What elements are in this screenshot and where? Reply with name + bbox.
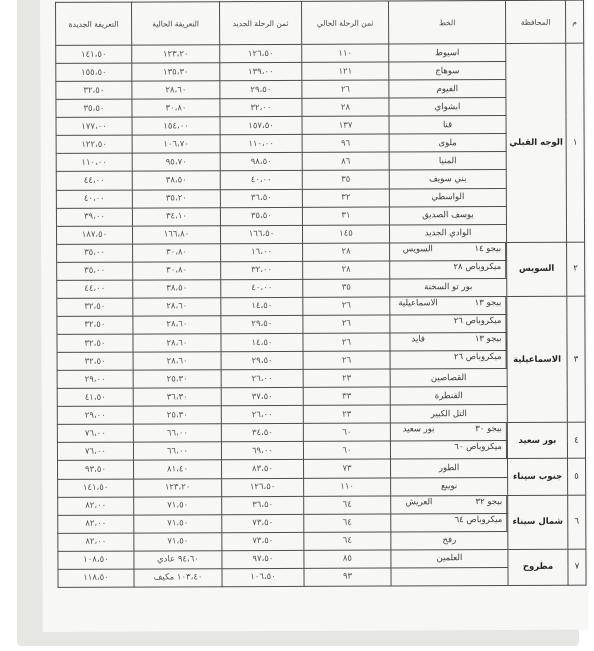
line-name: فايد bbox=[411, 334, 425, 345]
vehicle-type: ميكروباص ٦٤ bbox=[447, 514, 508, 531]
group-index: ٢ bbox=[567, 242, 585, 296]
group-index: ٤ bbox=[567, 422, 585, 458]
new-tariff: ٣٢،٥٠ bbox=[57, 334, 133, 352]
new-tariff: ٣٢،٥٠ bbox=[57, 298, 133, 316]
current-trip-price: ١١٠ bbox=[304, 477, 391, 495]
table-row bbox=[58, 477, 586, 497]
current-trip-price: ٢٦ bbox=[303, 315, 390, 333]
new-trip-price: ٢٩،٥٠ bbox=[221, 351, 303, 369]
current-tariff: ٢٨،٦٠ bbox=[133, 298, 221, 316]
vehicle-type: ميكروباص ٢٦ bbox=[446, 351, 507, 368]
table-row bbox=[57, 350, 585, 370]
new-tariff: ٣٢،٥٠ bbox=[57, 316, 133, 334]
table-row bbox=[56, 79, 584, 99]
new-tariff: ٢٩،٠٠ bbox=[57, 370, 133, 388]
table-row bbox=[58, 513, 586, 533]
current-tariff: ٦٦،٠٠ bbox=[133, 424, 221, 442]
new-trip-price: ٤٠،٠٠ bbox=[221, 279, 303, 297]
new-tariff: ٨٢،٠٠ bbox=[58, 533, 134, 551]
header-new-trip-price: ثمن الرحلة الجديد bbox=[220, 1, 302, 44]
line-name: السويس bbox=[402, 243, 433, 255]
line-name-continued bbox=[391, 442, 447, 459]
line-cell: رفح bbox=[391, 531, 508, 550]
new-tariff: ٤١،٥٠ bbox=[57, 388, 133, 406]
current-trip-price: ٣٥ bbox=[303, 279, 390, 297]
line-name-continued bbox=[391, 514, 447, 531]
current-trip-price: ٩٣ bbox=[304, 568, 391, 587]
new-trip-price: ٦٩،٠٠ bbox=[221, 442, 303, 460]
table-row bbox=[57, 404, 585, 424]
line-name-continued bbox=[390, 315, 446, 332]
fare-table bbox=[55, 0, 587, 588]
vehicle-type: بيجو ١٣ bbox=[446, 297, 507, 314]
table-row bbox=[56, 170, 584, 190]
current-tariff: ٢٨،٦٠ bbox=[133, 334, 221, 352]
new-tariff: ١٠٨،٥٠ bbox=[58, 551, 134, 569]
line-cell: القصاصين bbox=[390, 369, 507, 388]
current-tariff: ٣٨،٥٠ bbox=[133, 280, 221, 298]
vehicle-type: بيجو ٣٢ bbox=[447, 496, 508, 513]
new-trip-price: ٧٣،٥٠ bbox=[222, 514, 304, 532]
new-tariff: ١٨٧،٥٠ bbox=[56, 226, 132, 244]
table-row bbox=[56, 61, 584, 81]
new-tariff: ٣٥،٠٠ bbox=[57, 244, 133, 262]
current-tariff: ١٢٣،٢٠ bbox=[132, 45, 220, 63]
new-trip-price: ٣٢،٠٠ bbox=[221, 261, 303, 279]
current-tariff: ٢٨،٦٠ bbox=[132, 81, 220, 99]
current-tariff: ٢٥،٣٠ bbox=[133, 406, 221, 424]
table-row bbox=[56, 224, 584, 244]
table-row bbox=[57, 368, 585, 388]
governorate-cell: مطروح bbox=[508, 549, 568, 586]
current-trip-price: ٨٥ bbox=[304, 550, 391, 568]
table-row bbox=[58, 567, 586, 587]
current-tariff: ٣٠،٨٠ bbox=[133, 261, 221, 279]
line-cell: يوسف الصديق bbox=[389, 206, 506, 225]
line-cell bbox=[390, 296, 507, 315]
new-trip-price: ١٦،٠٠ bbox=[221, 243, 303, 261]
new-tariff: ١٤١،٥٠ bbox=[58, 479, 134, 497]
current-trip-price: ٢٨ bbox=[303, 261, 390, 279]
current-trip-price: ٦٠ bbox=[303, 423, 390, 441]
new-tariff: ٧٦،٠٠ bbox=[57, 424, 133, 442]
current-trip-price: ١١٠ bbox=[302, 44, 389, 62]
new-tariff: ٩٣،٥٠ bbox=[58, 461, 134, 479]
current-tariff: ٧١،٥٠ bbox=[134, 532, 222, 550]
new-tariff: ٤٤،٠٠ bbox=[56, 172, 132, 190]
new-trip-price: ١٣٩،٠٠ bbox=[220, 62, 302, 80]
current-tariff: ٢٨،٦٠ bbox=[133, 352, 221, 370]
governorate-cell: الاسماعيلية bbox=[507, 296, 568, 423]
new-tariff: ١٧٧،٠٠ bbox=[56, 117, 132, 135]
table-row bbox=[56, 115, 584, 135]
current-tariff: ١٦٦،٨٠ bbox=[132, 225, 220, 243]
line-cell bbox=[390, 351, 507, 370]
table-row bbox=[58, 531, 586, 551]
current-trip-price: ٢٦ bbox=[303, 333, 390, 351]
current-tariff: ١٢٣،٢٠ bbox=[134, 478, 222, 496]
new-trip-price: ٣٦،٥٠ bbox=[220, 189, 302, 207]
new-tariff: ٣٢،٥٠ bbox=[57, 352, 133, 370]
line-cell: ابشواي bbox=[389, 98, 506, 117]
table-row bbox=[56, 152, 584, 172]
line-name-continued bbox=[391, 351, 447, 368]
line-cell: المنيا bbox=[389, 152, 506, 171]
line-cell bbox=[390, 242, 507, 261]
current-trip-price: ١٤٥ bbox=[302, 225, 389, 243]
new-trip-price: ١٢٦،٥٠ bbox=[222, 478, 304, 496]
current-tariff: ١٣٥،٣٠ bbox=[132, 63, 220, 81]
current-tariff: ٧١،٥٠ bbox=[134, 496, 222, 514]
new-tariff: ٤٠،٠٠ bbox=[56, 190, 132, 208]
table-row bbox=[58, 459, 586, 479]
current-tariff: ١٠٦،٧٠ bbox=[132, 135, 220, 153]
new-tariff: ٣٢،٥٠ bbox=[56, 81, 132, 99]
current-trip-price: ١٣٧ bbox=[302, 116, 389, 134]
group-index: ٧ bbox=[568, 549, 586, 585]
current-trip-price: ٢٨ bbox=[303, 243, 390, 261]
vehicle-type: بيجو ١٣ bbox=[446, 333, 507, 350]
document-page bbox=[40, 0, 589, 632]
new-trip-price: ١٥٧،٥٠ bbox=[220, 117, 302, 135]
table-row bbox=[57, 296, 585, 316]
new-tariff: ١١٨،٥٠ bbox=[58, 569, 134, 588]
new-trip-price: ٩٨،٥٠ bbox=[220, 153, 302, 171]
new-trip-price: ١٦٦،٥٠ bbox=[220, 225, 302, 243]
new-trip-price: ٣٧،٥٠ bbox=[221, 388, 303, 406]
table-row bbox=[57, 422, 585, 442]
current-trip-price: ٢٨ bbox=[302, 98, 389, 116]
table-row bbox=[56, 133, 584, 153]
line-cell bbox=[390, 441, 507, 460]
current-trip-price: ٣١ bbox=[302, 207, 389, 225]
current-trip-price: ٣٣ bbox=[303, 387, 390, 405]
table-row bbox=[57, 314, 585, 334]
current-tariff: ١٠٣،٤٠ مكيف bbox=[134, 569, 222, 588]
current-tariff: ٣٤،١٠ bbox=[132, 207, 220, 225]
new-trip-price: ٢٦،٠٠ bbox=[221, 406, 303, 424]
current-trip-price: ٨٦ bbox=[302, 152, 389, 170]
header-governorate: المحافظة bbox=[506, 0, 566, 43]
line-cell bbox=[391, 567, 508, 586]
new-trip-price: ٤٠،٠٠ bbox=[220, 171, 302, 189]
line-cell: الواسطي bbox=[389, 188, 506, 207]
group-index: ٦ bbox=[568, 495, 586, 549]
vehicle-type: بيجو ٣٠ bbox=[446, 423, 507, 440]
current-tariff: ٦٦،٠٠ bbox=[133, 442, 221, 460]
new-tariff: ٣٩،٠٠ bbox=[56, 208, 132, 226]
table-row bbox=[57, 386, 585, 406]
line-cell bbox=[391, 495, 508, 514]
line-cell: ملوى bbox=[389, 134, 506, 153]
current-trip-price: ٢٦ bbox=[302, 80, 389, 98]
table-row bbox=[58, 549, 586, 569]
current-trip-price: ٦٠ bbox=[303, 441, 390, 459]
header-line: الخط bbox=[389, 0, 506, 44]
new-tariff: ١٤١،٥٠ bbox=[56, 45, 132, 63]
current-trip-price: ٣٥ bbox=[302, 170, 389, 188]
vehicle-type: ميكروباص ٦٠ bbox=[446, 441, 507, 458]
new-tariff: ٧٦،٠٠ bbox=[57, 442, 133, 460]
vehicle-type: ميكروباص ٢٨ bbox=[446, 261, 507, 278]
vehicle-type: بيجو ١٤ bbox=[446, 243, 507, 260]
line-cell: سوهاج bbox=[389, 62, 506, 81]
new-trip-price: ٢٩،٥٠ bbox=[220, 80, 302, 98]
current-tariff: ٧١،٥٠ bbox=[134, 514, 222, 532]
current-tariff: ٢٥،٣٠ bbox=[133, 370, 221, 388]
new-tariff: ٤٤،٠٠ bbox=[57, 280, 133, 298]
new-trip-price: ١١٠،٠٠ bbox=[220, 135, 302, 153]
table-row bbox=[56, 206, 584, 226]
current-trip-price: ٧٣ bbox=[304, 459, 391, 477]
group-index: ٥ bbox=[568, 459, 586, 495]
new-tariff: ١١٠،٠٠ bbox=[56, 153, 132, 171]
vehicle-type: ميكروباص ٢٦ bbox=[446, 315, 507, 332]
table-row bbox=[56, 97, 584, 117]
current-tariff: ٩٥،٧٠ bbox=[132, 153, 220, 171]
table-row bbox=[57, 242, 585, 262]
header-current-trip-price: ثمن الرحلة الحالي bbox=[302, 1, 389, 44]
current-trip-price: ١٢١ bbox=[302, 62, 389, 80]
line-name: بور سعيد bbox=[402, 424, 435, 435]
table-row bbox=[57, 260, 585, 280]
line-cell: القنطرة bbox=[390, 387, 507, 406]
new-trip-price: ٢٩،٥٠ bbox=[221, 315, 303, 333]
table-row bbox=[57, 440, 585, 460]
line-cell: الوادي الجديد bbox=[389, 224, 506, 243]
current-trip-price: ٢٦ bbox=[303, 297, 390, 315]
new-trip-price: ٨٣،٥٠ bbox=[222, 460, 304, 478]
current-trip-price: ٦٤ bbox=[304, 532, 391, 550]
current-tariff: ٨١،٤٠ bbox=[134, 460, 222, 478]
governorate-cell: بور سعيد bbox=[507, 423, 567, 459]
current-tariff: ٣٠،٨٠ bbox=[132, 99, 220, 117]
new-tariff: ٣٥،٠٠ bbox=[57, 262, 133, 280]
line-cell: التل الكبير bbox=[390, 405, 507, 424]
header-row bbox=[56, 0, 584, 45]
header-current-tariff: التعريفة الحالية bbox=[132, 2, 220, 45]
new-tariff: ٨٢،٠٠ bbox=[58, 497, 134, 515]
table-row bbox=[57, 278, 585, 298]
new-trip-price: ٧٣،٥٠ bbox=[222, 532, 304, 550]
line-cell: الطور bbox=[391, 459, 508, 478]
new-tariff: ١٢٢،٥٠ bbox=[56, 135, 132, 153]
current-trip-price: ٩٦ bbox=[302, 134, 389, 152]
line-cell bbox=[390, 332, 507, 351]
current-tariff: ٣٠،٨٠ bbox=[133, 243, 221, 261]
current-trip-price: ٣٢ bbox=[302, 188, 389, 206]
governorate-cell: الوجه القبلي bbox=[506, 43, 567, 242]
table-row bbox=[56, 188, 584, 208]
line-cell: قنا bbox=[389, 116, 506, 135]
current-trip-price: ٢٦ bbox=[303, 351, 390, 369]
governorate-cell: جنوب سيناء bbox=[508, 459, 568, 495]
governorate-cell: السويس bbox=[507, 242, 567, 296]
line-name: الاسماعيلية bbox=[398, 298, 438, 309]
new-trip-price: ١٢٦،٥٠ bbox=[220, 44, 302, 62]
current-trip-price: ٢٣ bbox=[303, 405, 390, 423]
new-tariff: ٢٩،٠٠ bbox=[57, 406, 133, 424]
new-trip-price: ٣٤،٥٠ bbox=[221, 424, 303, 442]
line-cell: نويبع bbox=[391, 477, 508, 496]
new-trip-price: ٣٢،٠٠ bbox=[220, 99, 302, 117]
line-cell bbox=[390, 260, 507, 279]
line-cell bbox=[390, 314, 507, 333]
line-cell: بور تو السخنة bbox=[390, 278, 507, 297]
current-tariff: ٩٤،٦٠ عادي bbox=[134, 550, 222, 568]
group-index: ١ bbox=[566, 43, 585, 242]
new-tariff: ١٥٥،٥٠ bbox=[56, 63, 132, 81]
new-trip-price: ٣٦،٥٠ bbox=[222, 496, 304, 514]
current-trip-price: ٦٤ bbox=[304, 514, 391, 532]
line-cell: الفيوم bbox=[389, 80, 506, 99]
current-trip-price: ٦٤ bbox=[304, 496, 391, 514]
new-trip-price: ١٤،٥٠ bbox=[221, 333, 303, 351]
new-tariff: ٣٥،٥٠ bbox=[56, 99, 132, 117]
line-cell: بني سويف bbox=[389, 170, 506, 189]
current-trip-price: ٢٣ bbox=[303, 369, 390, 387]
header-index: م bbox=[566, 0, 584, 43]
photo-background bbox=[17, 0, 579, 646]
new-trip-price: ٣٥،٥٠ bbox=[220, 207, 302, 225]
current-tariff: ١٥٤،٠٠ bbox=[132, 117, 220, 135]
line-cell: اسيوط bbox=[389, 43, 506, 62]
current-tariff: ٣٨،٥٠ bbox=[132, 171, 220, 189]
new-trip-price: ٢٦،٠٠ bbox=[221, 369, 303, 387]
table-row bbox=[58, 495, 586, 515]
line-name: العريش bbox=[405, 496, 433, 507]
new-tariff: ٨٢،٠٠ bbox=[58, 515, 134, 533]
header-new-tariff: التعريفة الجديدة bbox=[56, 2, 132, 45]
table-row bbox=[56, 43, 584, 63]
governorate-cell: شمال سيناء bbox=[508, 495, 568, 549]
line-cell: العلمين bbox=[391, 549, 508, 568]
table-row bbox=[57, 332, 585, 352]
new-trip-price: ١٠٦،٥٠ bbox=[222, 568, 304, 587]
group-index: ٣ bbox=[567, 296, 586, 423]
line-name-continued bbox=[390, 261, 446, 278]
current-tariff: ٢٨،٦٠ bbox=[133, 316, 221, 334]
current-tariff: ٣٥،٢٠ bbox=[132, 189, 220, 207]
current-tariff: ٣٦،٣٠ bbox=[133, 388, 221, 406]
line-cell bbox=[390, 423, 507, 442]
line-cell bbox=[391, 513, 508, 532]
new-trip-price: ٩٧،٥٠ bbox=[222, 550, 304, 568]
new-trip-price: ١٤،٥٠ bbox=[221, 297, 303, 315]
